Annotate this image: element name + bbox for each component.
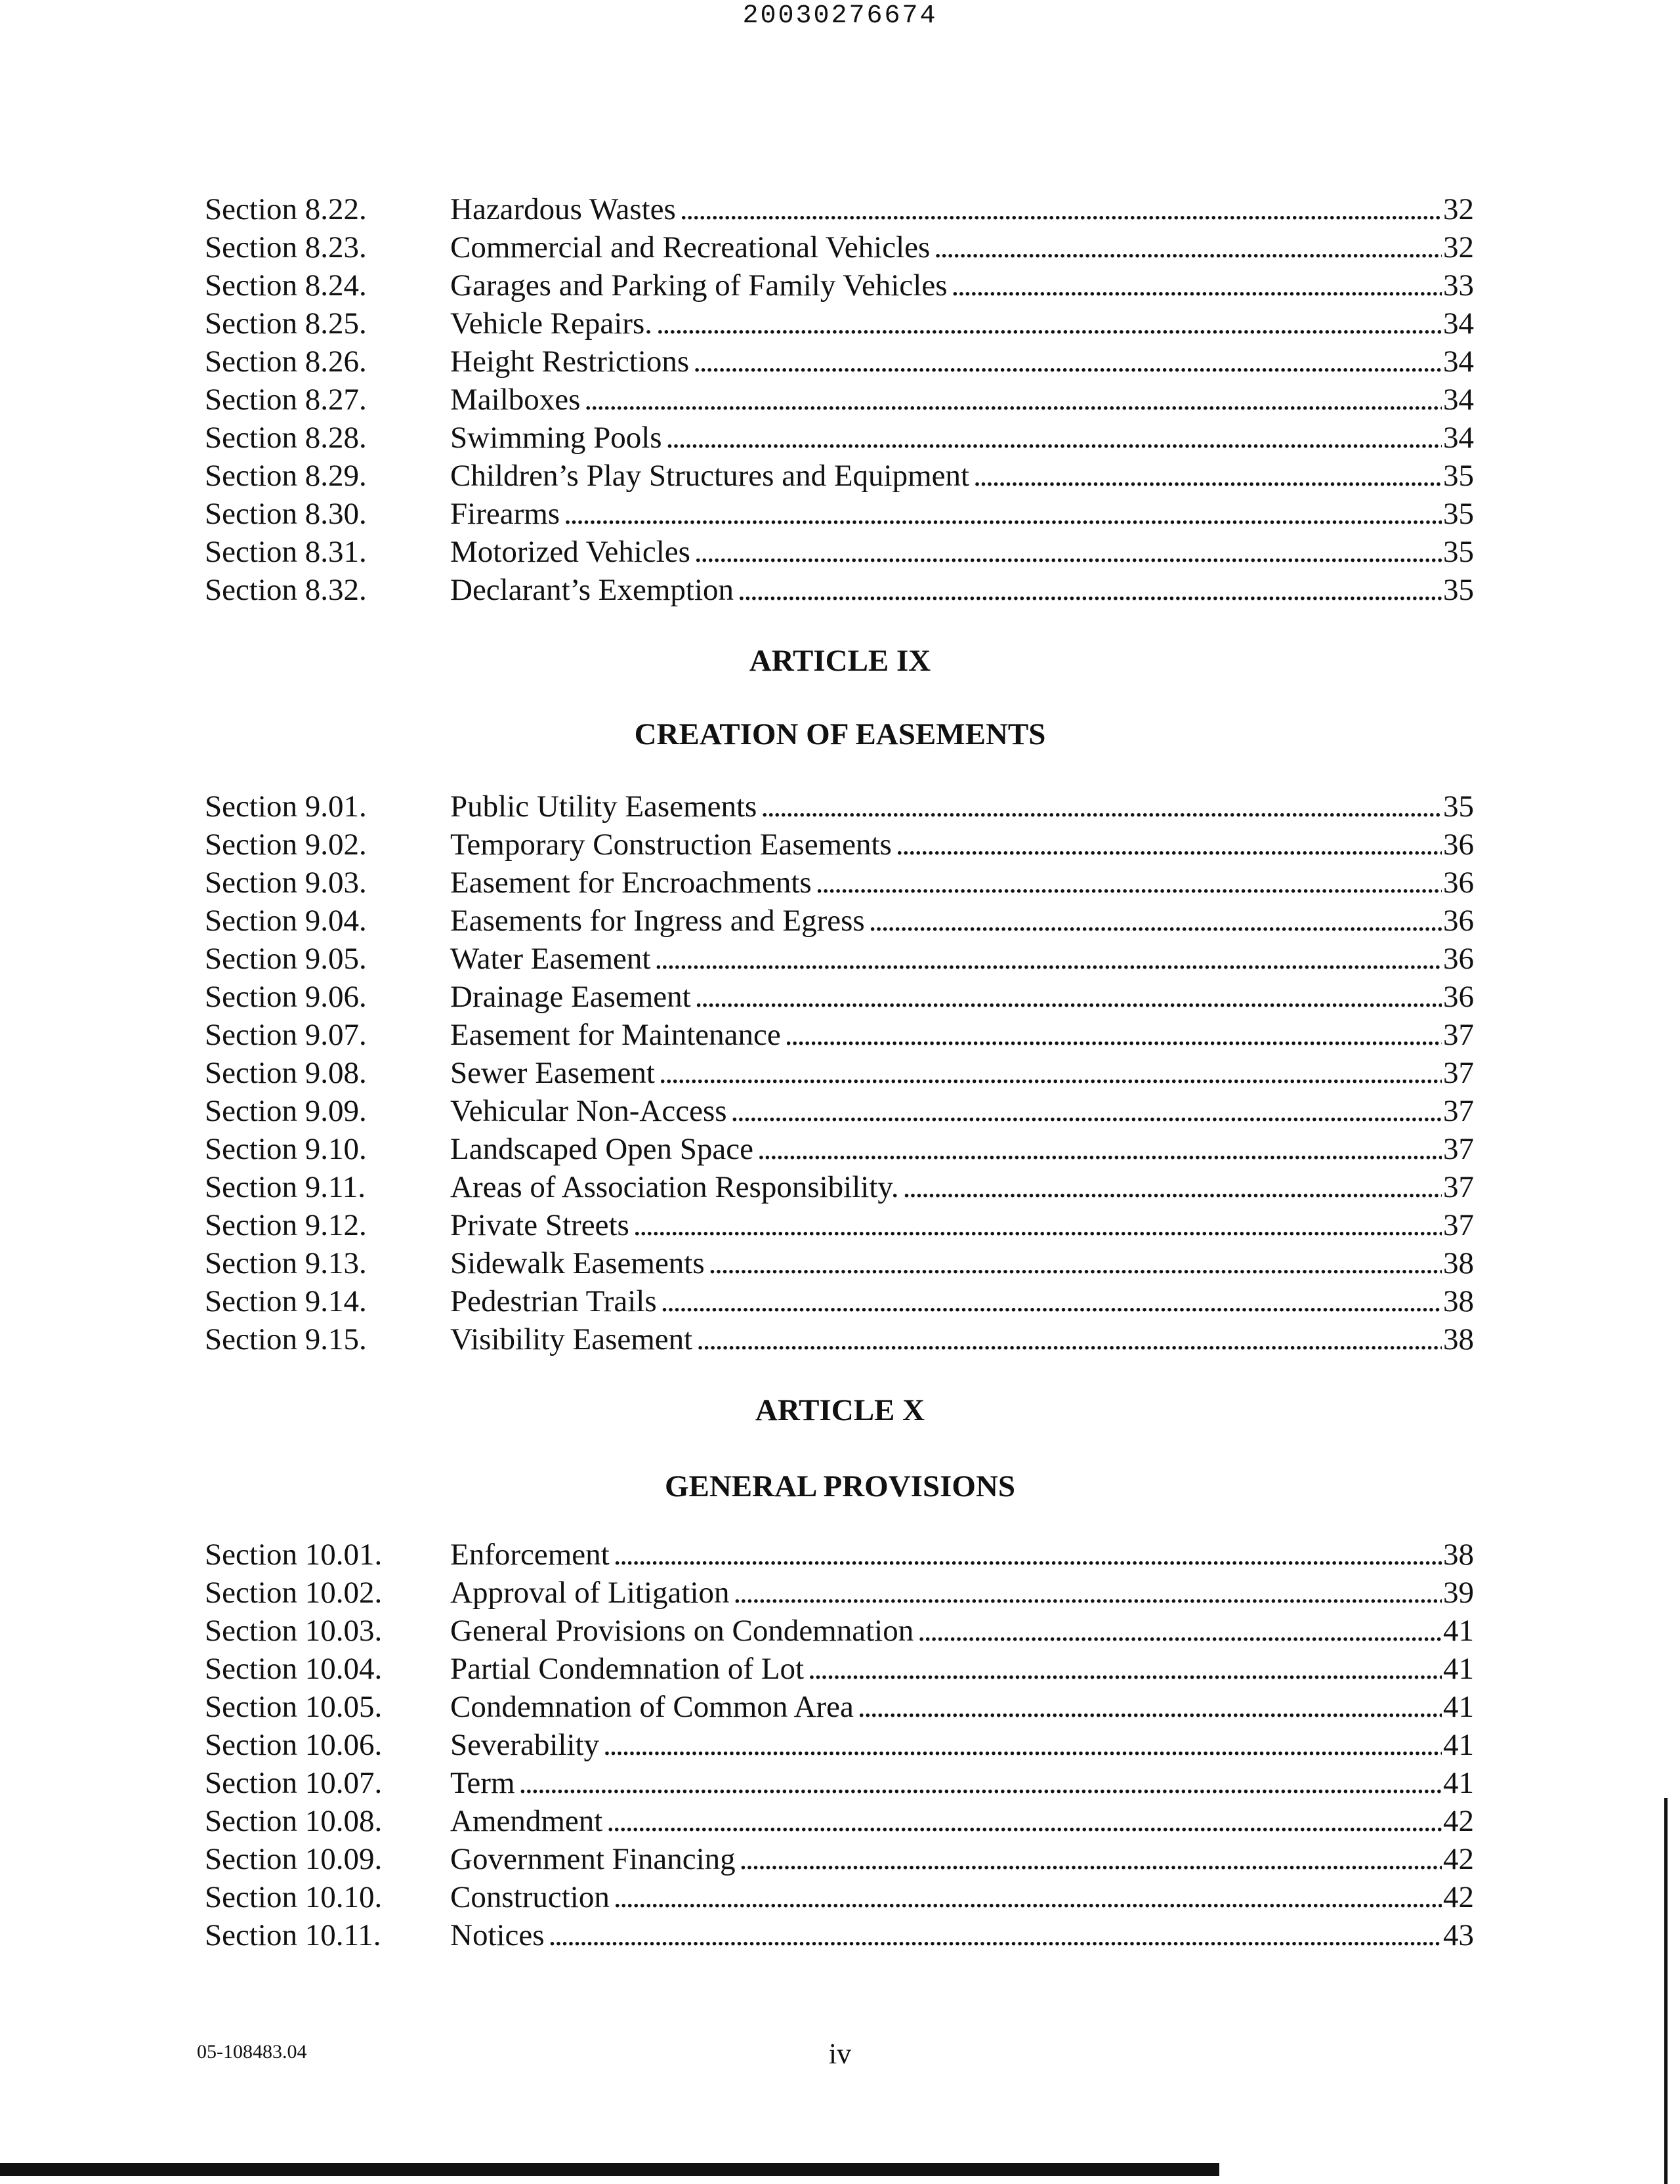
toc-entry-title: Commercial and Recreational Vehicles [450, 230, 931, 264]
toc-page-number: 33 [1443, 268, 1474, 303]
toc-page-number: 34 [1443, 345, 1474, 379]
toc-entry [450, 1130, 1474, 1168]
toc-entry [450, 1840, 1474, 1878]
toc-entry [450, 419, 1474, 457]
toc-row [0, 1130, 1680, 1168]
toc-row [0, 902, 1680, 940]
toc-entry-title: Approval of Litigation [450, 1576, 730, 1610]
toc-entry-title: Amendment [450, 1804, 603, 1838]
toc-row [0, 304, 1680, 343]
toc-section-number: Section 8.32. [205, 573, 367, 607]
toc-page-number: 41 [1443, 1766, 1474, 1800]
toc-entry-title: Pedestrian Trails [450, 1284, 657, 1318]
toc-section-number: Section 8.25. [205, 306, 367, 341]
toc-section-number: Section 8.24. [205, 268, 367, 303]
toc-entry-title: Enforcement [450, 1538, 610, 1572]
toc-row [0, 1206, 1680, 1244]
toc-row [0, 1650, 1680, 1688]
toc-entry [450, 1650, 1474, 1688]
toc-row [0, 1092, 1680, 1130]
toc-page-number: 37 [1443, 1056, 1474, 1090]
toc-page-number: 38 [1443, 1246, 1474, 1280]
toc-section-number: Section 9.11. [205, 1170, 366, 1204]
dot-leader [761, 788, 1442, 826]
toc-entry [450, 343, 1474, 381]
article-ix-title: CREATION OF EASEMENTS [634, 717, 1046, 751]
toc-section-number: Section 9.12. [205, 1208, 367, 1242]
toc-section-number: Section 10.05. [205, 1690, 383, 1724]
toc-row [0, 1726, 1680, 1764]
dot-leader [584, 381, 1442, 419]
toc-row [0, 381, 1680, 419]
toc-page-number: 42 [1443, 1842, 1474, 1876]
toc-entry-title: General Provisions on Condemnation [450, 1614, 914, 1648]
toc-section-number: Section 8.31. [205, 535, 367, 569]
toc-row [0, 788, 1680, 826]
toc-page-number: 34 [1443, 421, 1474, 455]
toc-page-number: 37 [1443, 1018, 1474, 1052]
toc-page-number: 38 [1443, 1322, 1474, 1356]
toc-section-number: Section 8.30. [205, 497, 367, 531]
toc-row [0, 266, 1680, 304]
article-x-title: GENERAL PROVISIONS [664, 1469, 1016, 1503]
dot-leader [816, 864, 1442, 902]
toc-entry [450, 1574, 1474, 1612]
toc-entry [450, 1536, 1474, 1574]
toc-entry-title: Garages and Parking of Family Vehicles [450, 268, 948, 303]
toc-entry [450, 1244, 1474, 1282]
toc-entry-title: Easement for Encroachments [450, 866, 812, 900]
toc-section-number: Section 8.26. [205, 345, 367, 379]
toc-entry-title: Firearms [450, 497, 560, 531]
toc-section-number: Section 9.07. [205, 1018, 367, 1052]
toc-entry-title: Landscaped Open Space [450, 1132, 753, 1166]
toc-row [0, 1574, 1680, 1612]
toc-entry-title: Motorized Vehicles [450, 535, 690, 569]
dot-leader [896, 826, 1442, 864]
toc-entry [450, 864, 1474, 902]
dot-leader [695, 978, 1442, 1016]
toc-entry-title: Temporary Construction Easements [450, 828, 892, 862]
toc-page-number: 34 [1443, 383, 1474, 417]
toc-page-number: 37 [1443, 1170, 1474, 1204]
dot-leader [614, 1878, 1442, 1916]
toc-section-number: Section 10.09. [205, 1842, 383, 1876]
toc-section-number: Section 9.01. [205, 789, 367, 824]
toc-page-number: 36 [1443, 866, 1474, 900]
toc-entry [450, 1726, 1474, 1764]
toc-section-number: Section 10.02. [205, 1576, 383, 1610]
toc-page-number: 39 [1443, 1576, 1474, 1610]
toc-row [0, 1878, 1680, 1916]
toc-row [0, 1168, 1680, 1206]
toc-section-number: Section 8.22. [205, 192, 367, 226]
toc-row [0, 343, 1680, 381]
dot-leader [734, 1574, 1442, 1612]
toc-entry-title: Visibility Easement [450, 1322, 693, 1356]
toc-page-number: 35 [1443, 535, 1474, 569]
dot-leader [785, 1016, 1442, 1054]
toc-entry-title: Declarant’s Exemption [450, 573, 734, 607]
toc-page-number: 34 [1443, 306, 1474, 341]
dot-leader [934, 228, 1442, 266]
toc-section-number: Section 9.02. [205, 828, 367, 862]
dot-leader [709, 1244, 1442, 1282]
toc-page-number: 41 [1443, 1614, 1474, 1648]
toc-row [0, 419, 1680, 457]
toc-entry [450, 1688, 1474, 1726]
dot-leader [952, 266, 1442, 304]
toc-entry-title: Public Utility Easements [450, 789, 757, 824]
toc-entry [450, 1802, 1474, 1840]
toc-entry-title: Sewer Easement [450, 1056, 655, 1090]
dot-leader [694, 533, 1442, 571]
footer-document-code: 05-108483.04 [197, 2041, 307, 2063]
toc-entry [450, 266, 1474, 304]
dot-leader [659, 1054, 1442, 1092]
toc-page-number: 36 [1443, 828, 1474, 862]
toc-page-number: 42 [1443, 1804, 1474, 1838]
toc-entry [450, 902, 1474, 940]
toc-entry-title: Condemnation of Common Area [450, 1690, 854, 1724]
toc-entry [450, 1054, 1474, 1092]
toc-entry-title: Partial Condemnation of Lot [450, 1652, 805, 1686]
toc-entry-title: Children’s Play Structures and Equipment [450, 459, 970, 493]
dot-leader [757, 1130, 1442, 1168]
dot-leader [680, 190, 1442, 228]
dot-leader [519, 1764, 1442, 1802]
toc-page-number: 32 [1443, 230, 1474, 264]
document-number: 20030276674 [742, 1, 938, 31]
toc-page-number: 43 [1443, 1918, 1474, 1952]
dot-leader [917, 1612, 1442, 1650]
toc-entry-title: Construction [450, 1880, 610, 1914]
dot-leader [666, 419, 1442, 457]
toc-entry-title: Height Restrictions [450, 345, 690, 379]
toc-entry-title: Severability [450, 1728, 600, 1762]
toc-row [0, 864, 1680, 902]
toc-row [0, 533, 1680, 571]
toc-page-number: 37 [1443, 1094, 1474, 1128]
toc-entry [450, 1878, 1474, 1916]
dot-leader [564, 495, 1442, 533]
toc-section-number: Section 9.10. [205, 1132, 367, 1166]
toc-entry [450, 495, 1474, 533]
dot-leader [738, 571, 1442, 609]
toc-section-number: Section 8.29. [205, 459, 367, 493]
toc-section-number: Section 10.01. [205, 1538, 383, 1572]
toc-page-number: 42 [1443, 1880, 1474, 1914]
toc-entry [450, 457, 1474, 495]
toc-page-number: 32 [1443, 192, 1474, 226]
toc-entry [450, 228, 1474, 266]
toc-row [0, 1536, 1680, 1574]
toc-page-number: 35 [1443, 573, 1474, 607]
toc-row [0, 1612, 1680, 1650]
toc-entry [450, 1320, 1474, 1358]
toc-section-number: Section 10.06. [205, 1728, 383, 1762]
toc-row [0, 1840, 1680, 1878]
dot-leader [973, 457, 1442, 495]
toc-section-number: Section 10.03. [205, 1614, 383, 1648]
toc-row [0, 1282, 1680, 1320]
toc-entry-title: Easements for Ingress and Egress [450, 904, 865, 938]
toc-row [0, 1320, 1680, 1358]
toc-entry [450, 788, 1474, 826]
toc-page-number: 35 [1443, 497, 1474, 531]
toc-row [0, 228, 1680, 266]
toc-section-number: Section 9.14. [205, 1284, 367, 1318]
toc-row [0, 978, 1680, 1016]
dot-leader [614, 1536, 1442, 1574]
toc-section-number: Section 9.08. [205, 1056, 367, 1090]
toc-entry [450, 940, 1474, 978]
toc-page-number: 41 [1443, 1652, 1474, 1686]
toc-entry [450, 1168, 1474, 1206]
toc-section-number: Section 9.13. [205, 1246, 367, 1280]
toc-row [0, 571, 1680, 609]
dot-leader [740, 1840, 1442, 1878]
toc-entry [450, 978, 1474, 1016]
toc-section-number: Section 9.04. [205, 904, 367, 938]
toc-section-number: Section 8.23. [205, 230, 367, 264]
toc-entry [450, 826, 1474, 864]
toc-section-number: Section 8.27. [205, 383, 367, 417]
dot-leader [696, 1320, 1442, 1358]
toc-page-number: 41 [1443, 1728, 1474, 1762]
article-x-label: ARTICLE X [755, 1393, 925, 1427]
toc-row [0, 1688, 1680, 1726]
dot-leader [654, 940, 1442, 978]
toc-page-number: 41 [1443, 1690, 1474, 1724]
dot-leader [656, 304, 1442, 343]
dot-leader [606, 1802, 1442, 1840]
dot-leader [603, 1726, 1442, 1764]
toc-section-number: Section 10.08. [205, 1804, 383, 1838]
toc-entry [450, 381, 1474, 419]
toc-page-number: 38 [1443, 1538, 1474, 1572]
footer-page-number: iv [828, 2038, 852, 2070]
toc-entry [450, 190, 1474, 228]
toc-entry [450, 1916, 1474, 1954]
toc-section-number: Section 9.09. [205, 1094, 367, 1128]
toc-entry-title: Swimming Pools [450, 421, 662, 455]
toc-page-number: 36 [1443, 904, 1474, 938]
article-ix-label: ARTICLE IX [749, 644, 931, 678]
toc-entry-title: Areas of Association Responsibility. [450, 1170, 899, 1204]
toc-entry-title: Term [450, 1766, 515, 1800]
toc-entry-title: Hazardous Wastes [450, 192, 676, 226]
toc-page-number: 38 [1443, 1284, 1474, 1318]
toc-entry [450, 1282, 1474, 1320]
toc-section-number: Section 9.05. [205, 942, 367, 976]
toc-section-number: Section 10.11. [205, 1918, 381, 1952]
dot-leader [731, 1092, 1442, 1130]
toc-section-number: Section 10.04. [205, 1652, 383, 1686]
toc-row [0, 1764, 1680, 1802]
toc-page-number: 37 [1443, 1132, 1474, 1166]
toc-row [0, 1802, 1680, 1840]
toc-entry-title: Sidewalk Easements [450, 1246, 705, 1280]
toc-row [0, 940, 1680, 978]
toc-entry [450, 304, 1474, 343]
toc-row [0, 1916, 1680, 1954]
toc-row [0, 1016, 1680, 1054]
toc-row [0, 190, 1680, 228]
toc-row [0, 457, 1680, 495]
toc-section-number: Section 10.10. [205, 1880, 383, 1914]
dot-leader [903, 1168, 1442, 1206]
toc-row [0, 495, 1680, 533]
toc-page-number: 37 [1443, 1208, 1474, 1242]
toc-page-number: 36 [1443, 980, 1474, 1014]
toc-entry [450, 1206, 1474, 1244]
toc-section-number: Section 9.15. [205, 1322, 367, 1356]
toc-entry [450, 1016, 1474, 1054]
dot-leader [693, 343, 1442, 381]
toc-page-number: 35 [1443, 459, 1474, 493]
toc-entry [450, 571, 1474, 609]
toc-entry [450, 1764, 1474, 1802]
toc-page-number: 35 [1443, 789, 1474, 824]
toc-entry-title: Drainage Easement [450, 980, 691, 1014]
toc-entry-title: Vehicular Non-Access [450, 1094, 727, 1128]
toc-row [0, 826, 1680, 864]
toc-entry [450, 1612, 1474, 1650]
toc-entry-title: Mailboxes [450, 383, 581, 417]
dot-leader [808, 1650, 1442, 1688]
toc-entry-title: Private Streets [450, 1208, 629, 1242]
dot-leader [858, 1688, 1442, 1726]
toc-section-number: Section 10.07. [205, 1766, 383, 1800]
toc-row [0, 1054, 1680, 1092]
toc-entry-title: Water Easement [450, 942, 651, 976]
dot-leader [869, 902, 1442, 940]
dot-leader [633, 1206, 1442, 1244]
toc-page-number: 36 [1443, 942, 1474, 976]
toc-section-number: Section 8.28. [205, 421, 367, 455]
toc-entry-title: Government Financing [450, 1842, 736, 1876]
toc-section-number: Section 9.03. [205, 866, 367, 900]
toc-row [0, 1244, 1680, 1282]
toc-entry [450, 1092, 1474, 1130]
toc-entry-title: Easement for Maintenance [450, 1018, 781, 1052]
toc-entry-title: Notices [450, 1918, 545, 1952]
toc-entry [450, 533, 1474, 571]
dot-leader [549, 1916, 1442, 1954]
scan-right-edge [1664, 1798, 1668, 2184]
dot-leader [661, 1282, 1442, 1320]
scan-bottom-edge [0, 2163, 1219, 2176]
toc-entry-title: Vehicle Repairs. [450, 306, 653, 341]
toc-section-number: Section 9.06. [205, 980, 367, 1014]
